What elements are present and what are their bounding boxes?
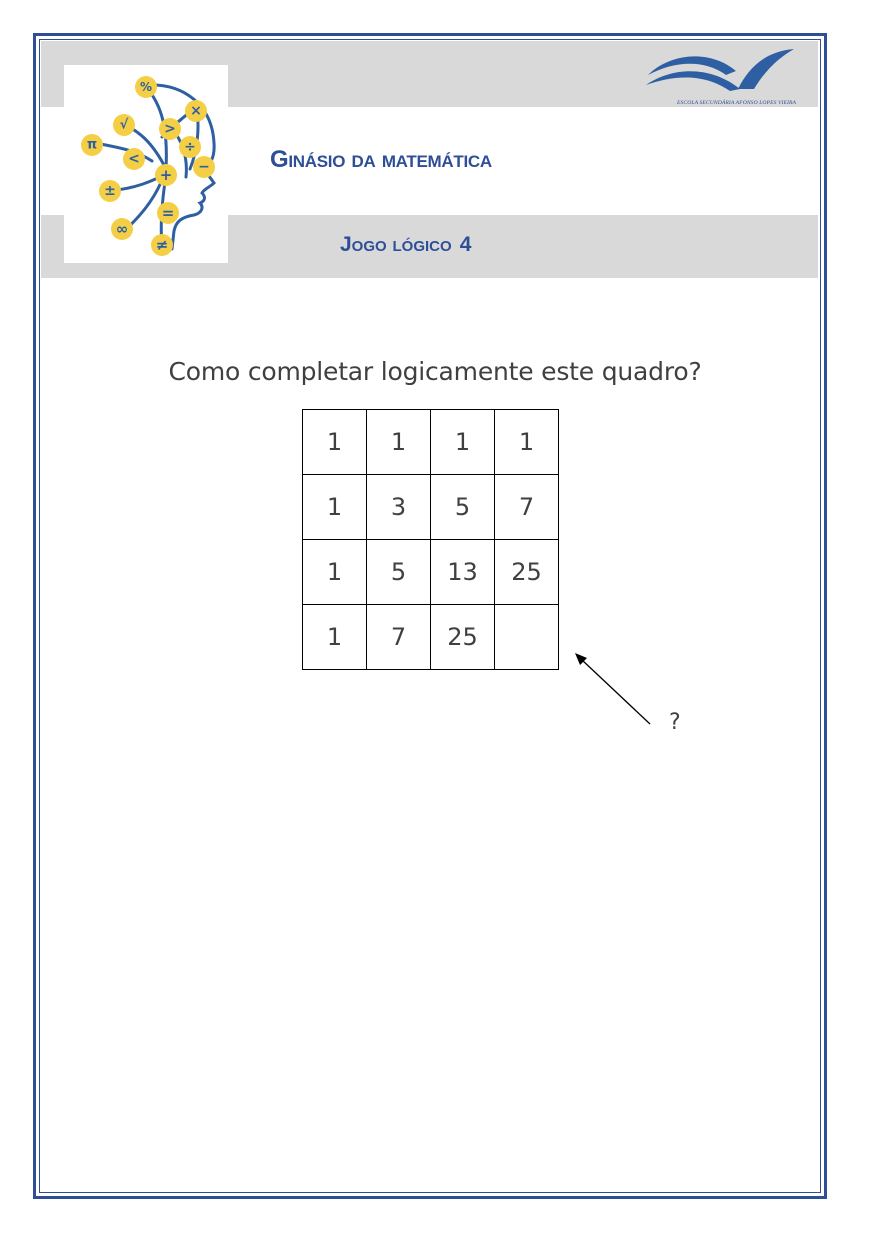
logo-symbol: × (190, 103, 202, 119)
grid-row (303, 605, 559, 670)
logo-symbol: ≠ (155, 236, 169, 254)
puzzle-question: Como completar logicamente este quadro? (168, 357, 702, 386)
grid-cell: 5 (431, 475, 495, 540)
logo-symbol: > (164, 121, 176, 137)
grid-cell: 1 (303, 475, 367, 540)
logo-symbol: ± (104, 183, 116, 199)
grid-cell: 25 (495, 540, 559, 605)
logo-symbol: π (86, 137, 98, 153)
grid-cell: 1 (303, 605, 367, 670)
logo-symbol: − (198, 159, 210, 175)
grid-row (303, 475, 559, 540)
logo-symbol: + (159, 166, 173, 184)
grid-cell: 3 (367, 475, 431, 540)
logo-symbol: √ (119, 117, 129, 133)
grid-cell: 1 (431, 410, 495, 475)
missing-value-label: ? (669, 710, 681, 735)
logo-symbols (81, 76, 215, 256)
grid-cell: 1 (303, 410, 367, 475)
math-gym-logo (64, 65, 228, 263)
logo-symbol: % (139, 80, 153, 94)
grid-cell-missing[interactable] (495, 605, 559, 670)
pointer-arrow-icon (560, 640, 670, 740)
grid-row (303, 540, 559, 605)
grid-cell: 7 (495, 475, 559, 540)
grid-cell: 1 (367, 410, 431, 475)
number-grid (302, 409, 559, 670)
school-wave-icon (640, 45, 800, 105)
grid-cell: 13 (431, 540, 495, 605)
grid-cell: 25 (431, 605, 495, 670)
game-number: 4 (459, 233, 472, 256)
math-head-icon (64, 65, 228, 263)
grid-row (303, 410, 559, 475)
grid-cell: 5 (367, 540, 431, 605)
page-title: Ginásio da matemática (270, 146, 492, 173)
game-subtitle (340, 233, 471, 257)
logo-symbol: < (128, 151, 140, 167)
logo-symbol: ∞ (115, 220, 129, 238)
grid-cell: 7 (367, 605, 431, 670)
school-name: ESCOLA SECUNDÁRIA AFONSO LOPES VIEIRA (677, 100, 796, 106)
logo-symbol: ÷ (184, 139, 196, 155)
logo-symbol: = (161, 204, 175, 222)
subtitle-label: Jogo lógico (340, 233, 452, 256)
grid-cell: 1 (495, 410, 559, 475)
grid-cell: 1 (303, 540, 367, 605)
